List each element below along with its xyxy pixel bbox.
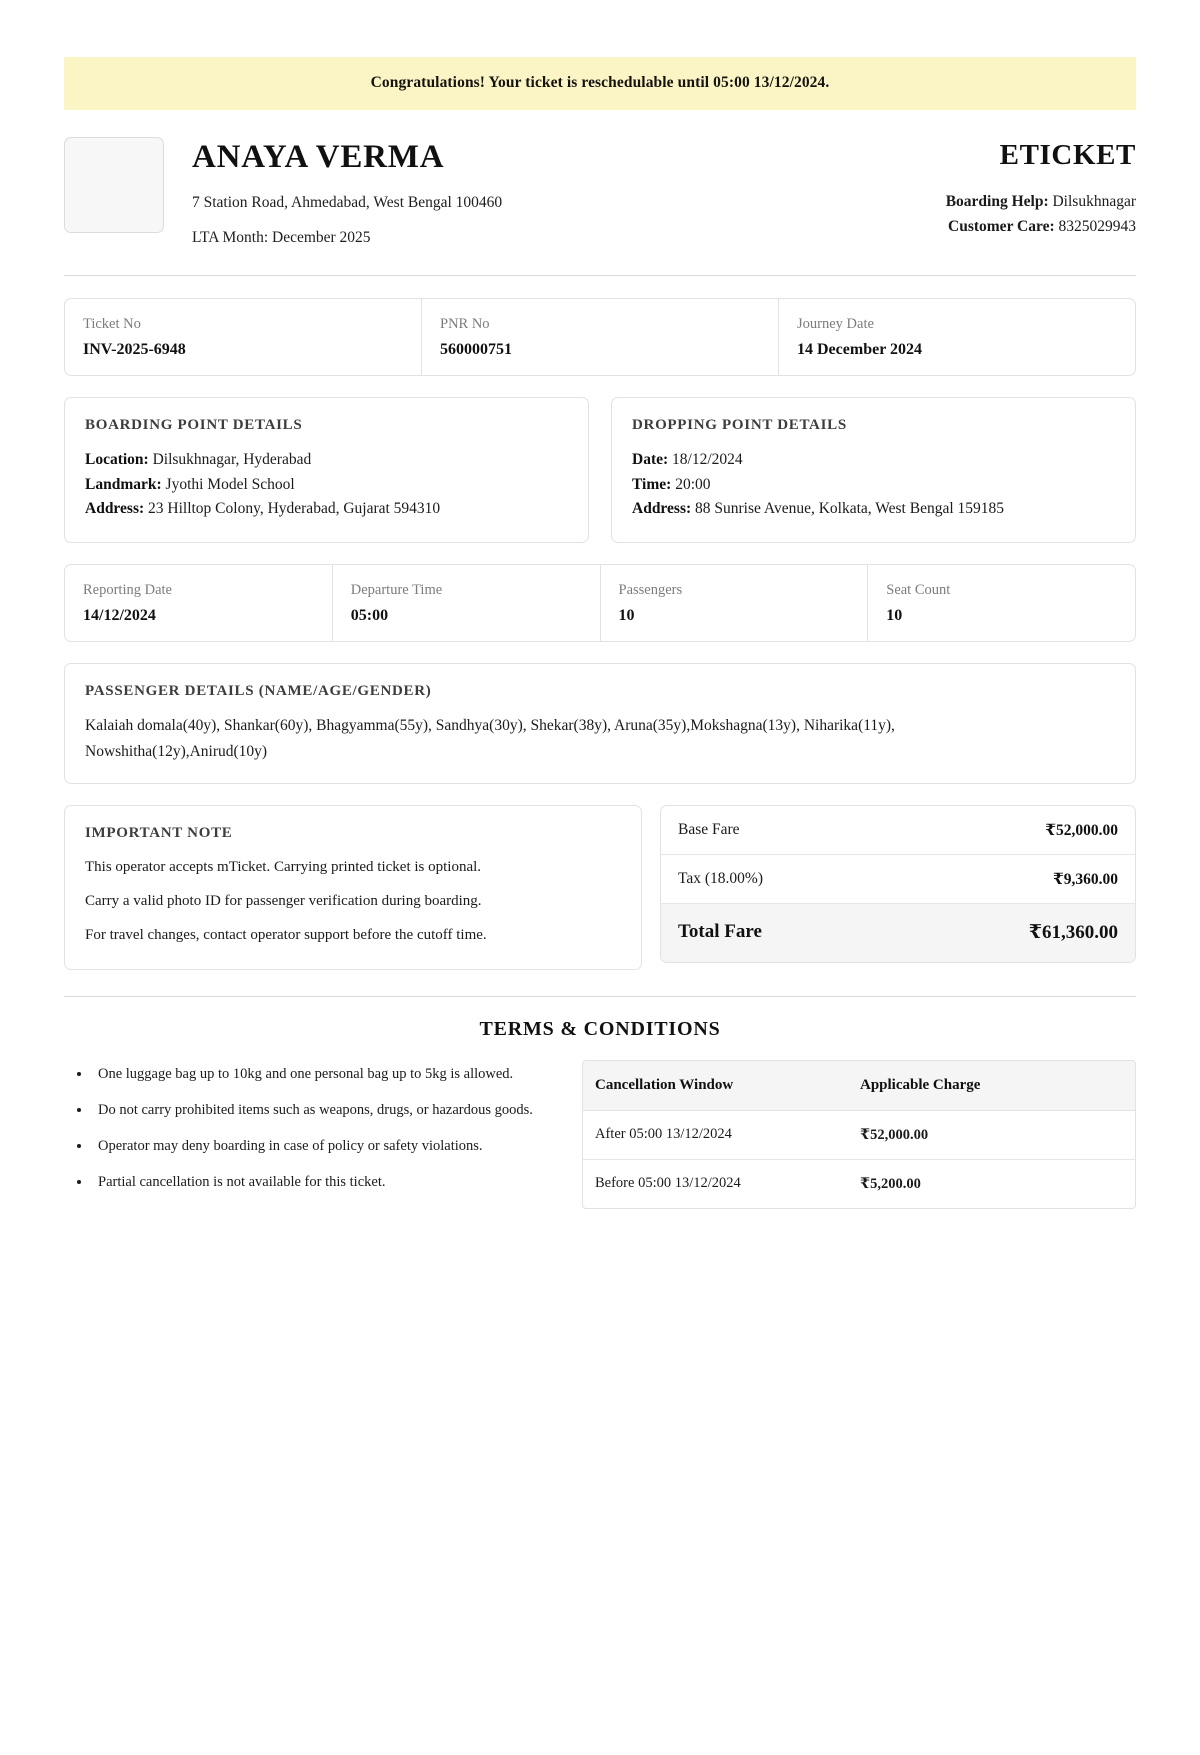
fare-summary-table [660, 805, 1136, 963]
summary-label: Passengers [618, 581, 683, 598]
info-value: INV-2025-6948 [83, 341, 186, 359]
field-value: Jyothi Model School [165, 475, 295, 493]
terms-title: TERMS & CONDITIONS [479, 1018, 721, 1041]
cancellation-window: Before 05:00 13/12/2024 [595, 1175, 741, 1192]
info-label: Journey Date [797, 315, 874, 332]
field-label: Address: [632, 500, 692, 518]
summary-value: 10 [618, 607, 635, 625]
dropping-point-date [632, 448, 1115, 472]
header-applicable-charge: Applicable Charge [860, 1077, 981, 1094]
total-fare-label: Total Fare [678, 921, 762, 943]
info-label: Ticket No [83, 315, 141, 332]
terms-item: • Operator may deny boarding in case of policy or safety violations. [92, 1136, 564, 1157]
summary-value: 14/12/2024 [83, 607, 156, 625]
note-fare-section [64, 805, 1136, 971]
cancellation-row [583, 1111, 1135, 1160]
info-cell-pnr-no [422, 299, 779, 376]
header-divider [64, 275, 1136, 276]
fare-label: Base Fare [678, 820, 740, 838]
note-fare-row [64, 805, 1136, 971]
field-value: 23 Hilltop Colony, Hyderabad, Gujarat 594310 [148, 500, 441, 518]
cancellation-charge: ₹52,000.00 [860, 1127, 929, 1144]
important-note-line: This operator accepts mTicket. Carrying printed ticket is optional. [85, 858, 482, 875]
boarding-help [946, 189, 1136, 214]
info-value: 560000751 [440, 341, 512, 359]
terms-list [64, 1060, 564, 1208]
fare-row-total [661, 904, 1135, 962]
fare-amount: ₹52,000.00 [1045, 821, 1118, 839]
field-value: 18/12/2024 [672, 451, 743, 469]
ticket-header [64, 137, 1136, 275]
boarding-point-title: BOARDING POINT DETAILS [85, 417, 303, 434]
header-cancellation-window: Cancellation Window [595, 1077, 734, 1094]
field-label: Landmark: [85, 475, 162, 493]
cancellation-window: After 05:00 13/12/2024 [595, 1126, 732, 1143]
dropping-point-title: DROPPING POINT DETAILS [632, 417, 847, 434]
field-label: Address: [85, 500, 145, 518]
summary-cell-seat-count [868, 565, 1135, 642]
company-name: ANAYA VERMA [192, 139, 445, 175]
summary-label: Reporting Date [83, 581, 172, 598]
eticket-page [0, 57, 1200, 1209]
passenger-list: Kalaiah domala(40y), Shankar(60y), Bhagyamma(55y), Sandhya(30y), Shekar(38y), Aruna(35y),Mokshagna(13y), Niharika(11y), Nowshitha(12y),Anirud(10y) [85, 717, 895, 760]
points-row [64, 397, 1136, 542]
customer-care [946, 214, 1136, 239]
operator-logo-placeholder [64, 137, 164, 233]
fare-row-base [661, 806, 1135, 855]
field-value: Dilsukhnagar, Hyderabad [152, 451, 312, 469]
summary-cell-departure-time [333, 565, 601, 642]
terms-item: • Do not carry prohibited items such as weapons, drugs, or hazardous goods. [92, 1100, 564, 1121]
dropping-point-time [632, 473, 1115, 497]
info-bar-section [64, 298, 1136, 377]
passenger-section [64, 663, 1136, 783]
important-note-title: IMPORTANT NOTE [85, 824, 233, 841]
boarding-point-panel [64, 397, 589, 542]
header-company-block [164, 137, 946, 249]
fare-amount: ₹9,360.00 [1052, 870, 1118, 888]
summary-label: Seat Count [886, 581, 951, 598]
summary-label: Departure Time [350, 581, 443, 598]
boarding-help-value: Dilsukhnagar [1052, 193, 1136, 210]
fare-label: Tax (18.00%) [678, 869, 764, 887]
boarding-point-landmark [85, 473, 568, 497]
points-section [64, 397, 1136, 542]
field-label: Date: [632, 451, 669, 469]
field-value: 20:00 [675, 475, 711, 493]
info-bar [64, 298, 1136, 377]
summary-cell-reporting-date [65, 565, 333, 642]
cancellation-table-header [583, 1061, 1135, 1111]
fare-row-tax [661, 855, 1135, 904]
eticket-title: ETICKET [999, 139, 1136, 171]
terms-body [64, 1060, 1136, 1209]
total-fare-amount: ₹61,360.00 [1028, 921, 1118, 943]
important-note-line: Carry a valid photo ID for passenger verification during boarding. [85, 892, 482, 909]
dropping-point-panel [611, 397, 1136, 542]
terms-item: • Partial cancellation is not available for this ticket. [92, 1172, 564, 1193]
passenger-details-title: PASSENGER DETAILS (NAME/AGE/GENDER) [85, 683, 432, 700]
cancellation-row [583, 1160, 1135, 1208]
field-value: 88 Sunrise Avenue, Kolkata, West Bengal 159185 [695, 500, 1005, 518]
boarding-point-location [85, 448, 568, 472]
journey-summary-bar [64, 564, 1136, 643]
summary-cell-passengers [601, 565, 869, 642]
reschedule-banner: Congratulations! Your ticket is reschedulable until 05:00 13/12/2024. [64, 57, 1136, 110]
cancellation-charge: ₹5,200.00 [860, 1176, 921, 1193]
header-contact-block [946, 137, 1136, 239]
info-label: PNR No [440, 315, 490, 332]
boarding-point-address [85, 497, 568, 521]
lta-month: LTA Month: December 2025 [192, 228, 371, 246]
cancellation-policy-table [582, 1060, 1136, 1209]
company-address: 7 Station Road, Ahmedabad, West Bengal 100460 [192, 194, 503, 212]
terms-divider [64, 996, 1136, 997]
field-label: Time: [632, 475, 672, 493]
passenger-details-card [64, 663, 1136, 783]
customer-care-label: Customer Care: [948, 218, 1055, 236]
info-value: 14 December 2024 [797, 341, 922, 359]
dropping-point-address [632, 497, 1115, 521]
customer-care-value: 8325029943 [1058, 218, 1136, 236]
important-note-card [64, 805, 642, 971]
journey-summary-section [64, 564, 1136, 643]
info-cell-journey-date [779, 299, 1135, 376]
summary-value: 05:00 [350, 607, 389, 625]
important-note-line: For travel changes, contact operator support before the cutoff time. [85, 927, 487, 944]
boarding-help-label: Boarding Help: [945, 193, 1049, 210]
terms-item: • One luggage bag up to 10kg and one personal bag up to 5kg is allowed. [92, 1064, 564, 1085]
summary-value: 10 [886, 607, 903, 625]
field-label: Location: [85, 451, 149, 469]
info-cell-ticket-no [65, 299, 422, 376]
